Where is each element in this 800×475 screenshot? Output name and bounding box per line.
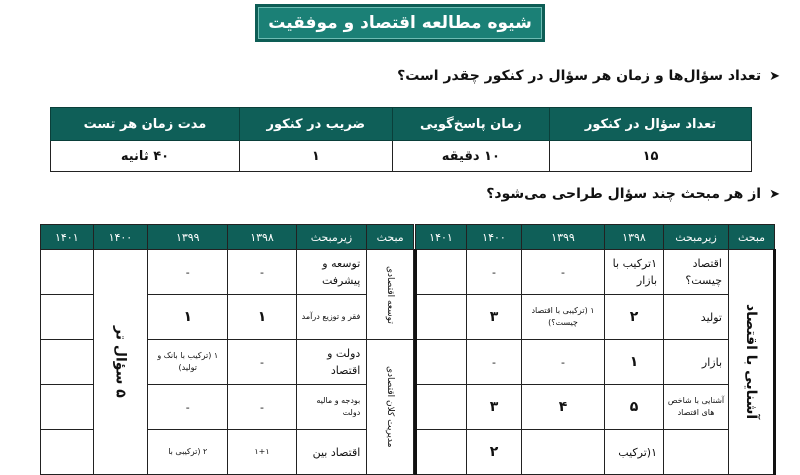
year-cell: - [228,385,296,430]
table-row [416,430,775,475]
year-cell: ۱ [605,340,664,385]
subtopic-cell: توسعه و پیشرفت [296,250,367,295]
header-cell: ۱۳۹۹ [148,225,228,250]
header-cell: مبحث [367,225,414,250]
summary-table [50,107,752,172]
section-label: مدیریت کلان اقتصادی [385,366,396,448]
subtopic-cell: فقر و توزیع درآمد [296,295,367,340]
year-cell: ۱+۱ [228,430,296,475]
section-cell [367,340,414,475]
section-label: آشنایی با اقتصاد [743,304,759,420]
arrow-right-icon: ➤ [769,68,780,84]
year-cell: ۴ [522,385,605,430]
subtopic-cell: اقتصاد بین [296,430,367,475]
subtopic-cell [664,430,729,475]
header-cell: مبحث [729,225,775,250]
merged-1400-cell [93,250,148,475]
year-cell: ۳ [467,385,522,430]
year-cell [416,295,467,340]
section-cell [367,250,414,340]
summary-value-row [51,141,752,172]
table-row [416,295,775,340]
year-cell: ۲ [605,295,664,340]
subtopic-cell: آشنایی با شاخص های اقتصاد [664,385,729,430]
header-cell: ۱۴۰۰ [93,225,148,250]
year-cell [416,250,467,295]
year-cell: ۲ [467,430,522,475]
year-cell: ۱ (ترکیب با بانک و تولید) [148,340,228,385]
header-cell: ۱۳۹۹ [522,225,605,250]
year-cell [41,340,94,385]
year-cell: ۱ (ترکیبی با اقتصاد چیست؟) [522,295,605,340]
year-cell: ۱ [228,295,296,340]
year-cell: - [522,250,605,295]
year-cell: ۱(ترکیب [605,430,664,475]
year-cell [416,385,467,430]
header-cell: زیرمبحث [296,225,367,250]
question-topics [486,186,780,202]
header-cell: ۱۴۰۱ [41,225,94,250]
section-cell [729,250,775,475]
year-cell: ۱ترکیب با بازار [605,250,664,295]
section-label: توسعه اقتصادی [385,265,396,324]
header-cell: زیرمبحث [664,225,729,250]
table-row [416,250,775,295]
merged-1400-label: ۵ سؤال تر [112,326,129,398]
year-cell [41,295,94,340]
year-cell: - [148,385,228,430]
year-cell [522,430,605,475]
year-cell: - [228,340,296,385]
title-container [0,4,800,42]
year-cell: ۳ [467,295,522,340]
subtopic-cell: دولت و اقتصاد [296,340,367,385]
table-row [41,250,414,295]
header-cell: ۱۴۰۱ [416,225,467,250]
year-cell: - [228,250,296,295]
year-cell: - [148,250,228,295]
value-cell: ۱ [239,141,392,172]
value-cell: ۴۰ ثانیه [51,141,240,172]
year-cell: ۵ [605,385,664,430]
topics-table-right [414,224,776,475]
header-cell: ۱۴۰۰ [467,225,522,250]
year-cell [41,430,94,475]
header-cell: زمان پاسخ‌گویی [392,108,549,141]
subtopic-cell: اقتصاد چیست؟ [664,250,729,295]
year-cell [41,250,94,295]
year-cell: ۱ [148,295,228,340]
year-cell: - [522,340,605,385]
year-cell [416,340,467,385]
summary-header-row [51,108,752,141]
subtopic-cell: بازار [664,340,729,385]
table-row [416,385,775,430]
header-cell: ضریب در کنکور [239,108,392,141]
question-text: از هر مبحث چند سؤال طراحی می‌شود؟ [486,186,762,202]
value-cell: ۱۰ دقیقه [392,141,549,172]
subtopic-cell: تولید [664,295,729,340]
table-row [416,340,775,385]
header-cell: ۱۳۹۸ [605,225,664,250]
value-cell: ۱۵ [550,141,752,172]
question-text: تعداد سؤال‌ها و زمان هر سؤال در کنکور چقدر است؟ [397,68,762,84]
topics-table-left [40,224,414,475]
question-count-time [397,68,780,84]
topics-header-row [41,225,414,250]
topics-header-row [416,225,775,250]
year-cell [41,385,94,430]
page-title: شیوه مطالعه اقتصاد و موفقیت [255,4,545,42]
header-cell: مدت زمان هر تست [51,108,240,141]
header-cell: تعداد سؤال در کنکور [550,108,752,141]
year-cell: - [467,340,522,385]
year-cell: ۲ (ترکیبی با [148,430,228,475]
year-cell: - [467,250,522,295]
arrow-right-icon: ➤ [769,186,780,202]
header-cell: ۱۳۹۸ [228,225,296,250]
subtopic-cell: بودجه و مالیه دولت [296,385,367,430]
year-cell [416,430,467,475]
